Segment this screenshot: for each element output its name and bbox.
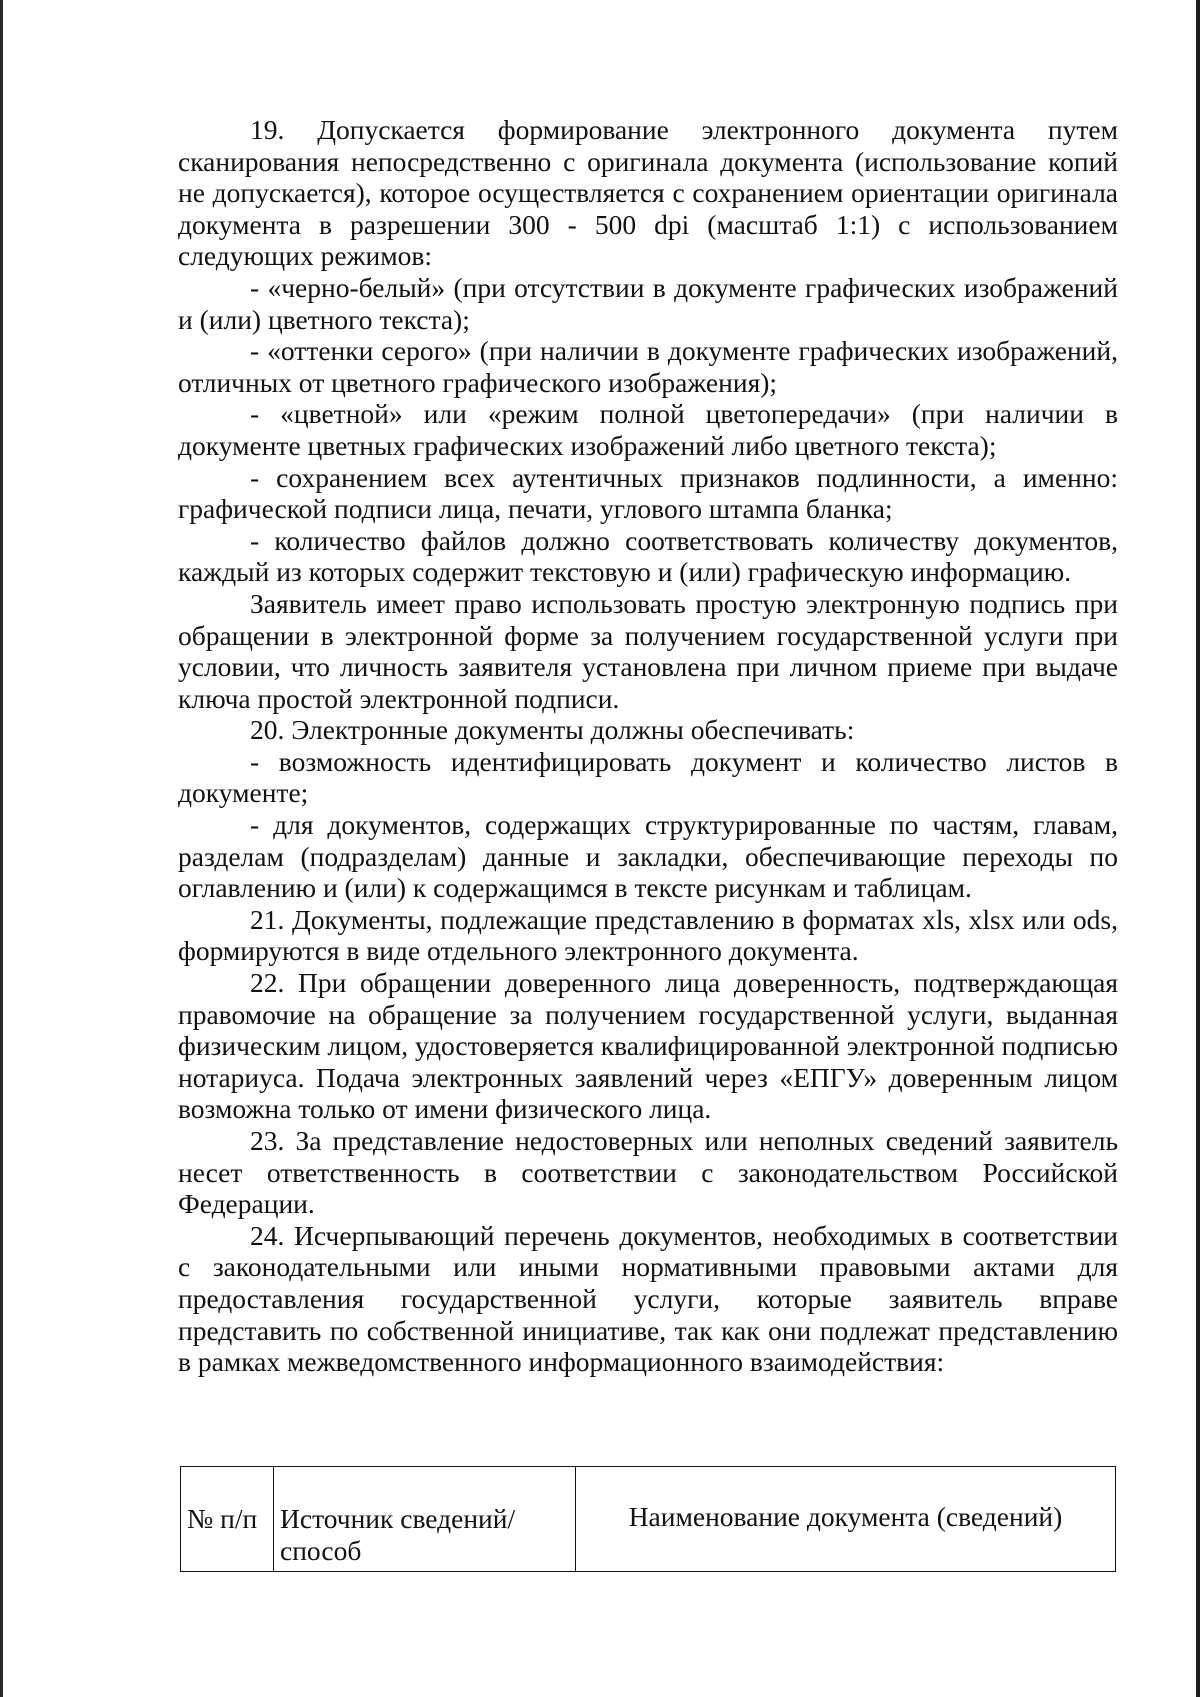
documents-table bbox=[180, 1466, 1116, 1572]
paragraph-mode-bw: - «черно-белый» (при отсутствии в документе графических изображений и (или) цветного текста); bbox=[178, 271, 1118, 335]
paragraph-mode-color: - «цветной» или «режим полной цветопередачи» (при наличии в документе цветных графических изображений либо цветного текста); bbox=[178, 398, 1118, 461]
paragraph-file-count: - количество файлов должно соответствовать количеству документов, каждый из которых содержит текстовую и (или) графическую информацию. bbox=[178, 524, 1118, 588]
paragraph-20: 20. Электронные документы должны обеспечивать: bbox=[250, 714, 855, 746]
paragraph-24: 24. Исчерпывающий перечень документов, необходимых в соответствии с законодательными или иными нормативными правовыми актами для предоставления государственной услуги, которые заявитель вправе представить по собственной инициативе, так как они подлежат представлению в рамках межведомственного информационного взаимодействия: bbox=[178, 1219, 1118, 1378]
paragraph-23: 23. За представление недостоверных или неполных сведений заявитель несет ответственность в соответствии с законодательством Российской Федерации. bbox=[178, 1125, 1118, 1220]
document-page bbox=[178, 114, 1118, 1378]
paragraph-19: 19. Допускается формирование электронного документа путем сканирования непосредственно с оригинала документа (использование копий не допускается), которое осуществляется с сохранением ориентации оригинала документа в разрешении 300 - 500 dpi (масштаб 1:1) с использованием следующих режимов: bbox=[178, 114, 1118, 272]
scan-edge-left bbox=[0, 0, 3, 1697]
table-header-number: № п/п bbox=[181, 1467, 274, 1572]
paragraph-authenticity: - сохранением всех аутентичных признаков подлинности, а именно: графической подписи лица, печати, углового штампа бланка; bbox=[178, 461, 1118, 525]
paragraph-bookmarks: - для документов, содержащих структурированные по частям, главам, разделам (подразделам) данные и закладки, обеспечивающие переходы по оглавлению и (или) к содержащимся в тексте рисункам и таблицам. bbox=[178, 809, 1118, 904]
paragraph-identify-document: - возможность идентифицировать документ и количество листов в документе; bbox=[178, 745, 1118, 809]
paragraph-22: 22. При обращении доверенного лица доверенность, подтверждающая правомочие на обращение за получением государственной услуги, выданная физическим лицом, удостоверяется квалифицированной электронной подписью нотариуса. Подача электронных заявлений через «ЕПГУ» доверенным лицом возможна только от имени физического лица. bbox=[178, 967, 1118, 1125]
table-header-row bbox=[181, 1467, 1116, 1572]
scan-edge-right bbox=[1196, 0, 1200, 1697]
table-header-source: Источник сведений/способ bbox=[274, 1467, 576, 1572]
table-header-document-name: Наименование документа (сведений) bbox=[576, 1467, 1116, 1572]
paragraph-21: 21. Документы, подлежащие представлению в форматах xls, xlsx или ods, формируются в виде отдельного электронного документа. bbox=[178, 903, 1118, 967]
paragraph-mode-grayscale: - «оттенки серого» (при наличии в документе графических изображений, отличных от цветного графического изображения); bbox=[178, 335, 1118, 398]
paragraph-simple-signature: Заявитель имеет право использовать простую электронную подпись при обращении в электронной форме за получением государственной услуги при условии, что личность заявителя установлена при личном приеме при выдаче ключа простой электронной подписи. bbox=[178, 587, 1118, 714]
